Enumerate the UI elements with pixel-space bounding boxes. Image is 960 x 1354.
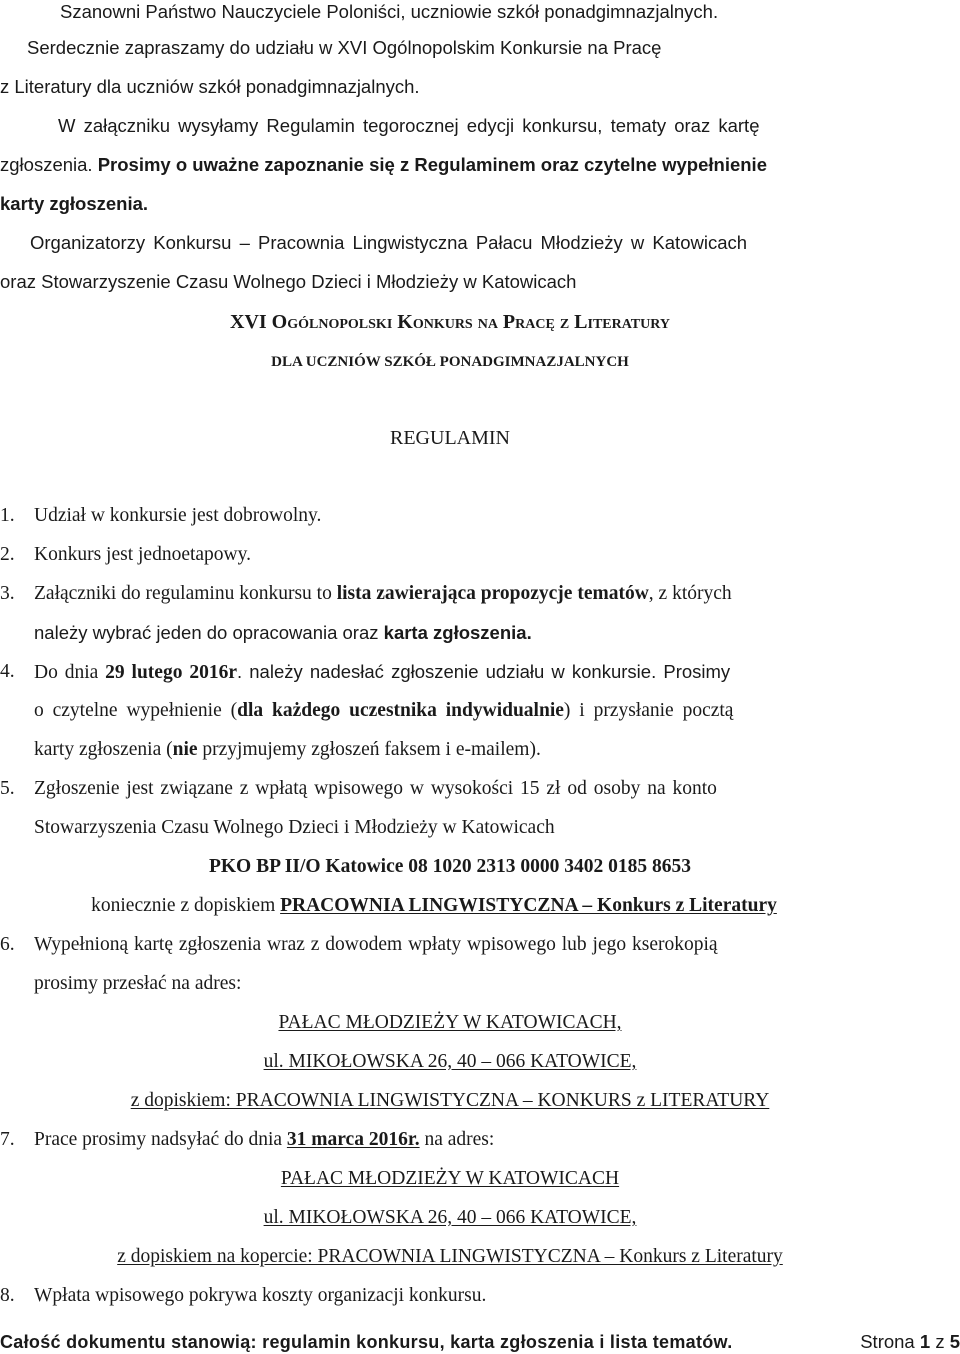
intro-line-1: Szanowni Państwo Nauczyciele Poloniści, uczniowie szkół ponadgimnazjalnych. bbox=[60, 1, 719, 22]
organizers-line-b: oraz Stowarzyszenie Czasu Wolnego Dzieci i Młodzieży w Katowicach bbox=[0, 271, 577, 292]
intro-line-3b bbox=[0, 153, 767, 177]
item4-text-b1: o czytelne wypełnienie ( bbox=[34, 700, 238, 721]
address-7-line-3-text: z dopiskiem na kopercie: PRACOWNIA LINGWISTYCZNA – Konkurs z Literatury bbox=[117, 1246, 783, 1267]
item4-text-c3: przyjmujemy zgłoszeń faksem i e-mailem). bbox=[197, 739, 541, 760]
list-item-5-cont: Stowarzyszenia Czasu Wolnego Dzieci i Młodzieży w Katowicach bbox=[34, 817, 555, 838]
item7-text-a3: na adres: bbox=[419, 1129, 495, 1150]
list-item-text: Konkurs jest jednoetapowy. bbox=[34, 544, 251, 565]
page-total: 5 bbox=[949, 1331, 960, 1352]
page-label: Strona bbox=[860, 1331, 915, 1352]
item3-bold-card: karta zgłoszenia. bbox=[383, 622, 532, 643]
list-item-3-cont bbox=[34, 621, 532, 645]
item7-deadline: 31 marca 2016r. bbox=[286, 1129, 420, 1150]
transfer-note-title: PRACOWNIA LINGWISTYCZNA – Konkurs z Literatury bbox=[280, 895, 777, 916]
intro-line-3c bbox=[0, 192, 148, 216]
bank-account: PKO BP II/O Katowice 08 1020 2313 0000 3402 0185 8653 bbox=[208, 856, 692, 877]
contest-subtitle: DLA UCZNIÓW SZKÓŁ PONADGIMNAZJALNYCH bbox=[271, 354, 629, 370]
list-item-number: 8. bbox=[0, 1285, 15, 1306]
address-7-line-3 bbox=[0, 1245, 930, 1269]
address-6-line-1-text: PAŁAC MŁODZIEŻY W KATOWICACH, bbox=[278, 1012, 622, 1033]
item4-bold-nie: nie bbox=[172, 739, 198, 760]
list-item-number: 6. bbox=[0, 934, 15, 955]
item4-bold-individual: dla każdego uczestnika indywidualnie bbox=[237, 700, 564, 721]
item3-bold-topics: lista zawierająca propozycje tematów bbox=[336, 583, 649, 604]
contest-title bbox=[0, 310, 930, 334]
address-6-line-2 bbox=[0, 1050, 930, 1074]
page-sep: z bbox=[935, 1331, 945, 1352]
item3-text-a1: Załączniki do regulaminu konkursu to bbox=[34, 583, 337, 604]
item4-bold-date: 29 lutego 2016r bbox=[105, 662, 237, 683]
regulamin-heading: REGULAMIN bbox=[390, 427, 510, 449]
address-6-line-1 bbox=[0, 1011, 930, 1035]
intro-line-2b: z Literatury dla uczniów szkół ponadgimnazjalnych. bbox=[0, 76, 420, 97]
list-item-4-cont-2 bbox=[34, 738, 541, 762]
item4-text-b3: ) i przysłanie pocztą bbox=[563, 700, 734, 721]
list-item-text bbox=[34, 1128, 494, 1152]
list-item-number: 2. bbox=[0, 544, 15, 565]
transfer-note-prefix: koniecznie z dopiskiem bbox=[91, 895, 281, 916]
list-item-text: Zgłoszenie jest związane z wpłatą wpisowego w wysokości 15 zł od osoby na konto bbox=[34, 778, 717, 799]
page-current: 1 bbox=[919, 1331, 931, 1352]
list-item-number: 3. bbox=[0, 583, 15, 604]
address-6-line-3 bbox=[0, 1089, 930, 1113]
address-7-line-1 bbox=[0, 1167, 930, 1191]
list-item-number: 1. bbox=[0, 505, 15, 526]
list-item-number: 4. bbox=[0, 661, 15, 682]
address-7-line-1-text: PAŁAC MŁODZIEŻY W KATOWICACH bbox=[280, 1168, 620, 1189]
list-item-text: Wpłata wpisowego pokrywa koszty organizacji konkursu. bbox=[34, 1285, 487, 1306]
list-item-number: 5. bbox=[0, 778, 15, 799]
item4-text-a3: . należy nadesłać zgłoszenie udziału w konkursie. Prosimy bbox=[236, 661, 731, 682]
address-6-line-3-text: z dopiskiem: PRACOWNIA LINGWISTYCZNA – KONKURS z LITERATURY bbox=[130, 1090, 770, 1111]
list-item-text bbox=[34, 582, 732, 606]
item4-text-c1: karty zgłoszenia ( bbox=[34, 739, 173, 760]
page-number bbox=[860, 1330, 960, 1354]
organizers-line-a: Organizatorzy Konkursu – Pracownia Lingwistyczna Pałacu Młodzieży w Katowicach bbox=[30, 232, 748, 253]
list-item-text bbox=[34, 660, 730, 685]
list-item-4-cont-1 bbox=[34, 699, 733, 723]
item3-text-b1: należy wybrać jeden do opracowania oraz bbox=[34, 622, 384, 643]
footer-note: Całość dokumentu stanowią: regulamin konkursu, karta zgłoszenia i lista tematów. bbox=[0, 1332, 733, 1352]
intro-line-3b-bold: Prosimy o uważne zapoznanie się z Regulaminem oraz czytelne wypełnienie bbox=[97, 154, 767, 175]
address-7-line-2-text: ul. MIKOŁOWSKA 26, 40 – 066 KATOWICE, bbox=[263, 1207, 637, 1228]
address-7-line-2 bbox=[0, 1206, 930, 1230]
contest-title-text: XVI Ogólnopolski Konkurs na Pracę z Literatury bbox=[230, 311, 670, 333]
intro-line-3c-bold: karty zgłoszenia. bbox=[0, 193, 149, 214]
intro-line-2a-text: Serdecznie zapraszamy do udziału w XVI Ogólnopolskim Konkursie na Pracę bbox=[27, 37, 662, 58]
intro-line-2a bbox=[27, 36, 853, 60]
list-item-text: Udział w konkursie jest dobrowolny. bbox=[34, 505, 322, 526]
intro-line-3a: W załączniku wysyłamy Regulamin tegorocznej edycji konkursu, tematy oraz kartę bbox=[58, 115, 760, 136]
list-item-number: 7. bbox=[0, 1129, 15, 1150]
list-item-text: Wypełnioną kartę zgłoszenia wraz z dowodem wpłaty wpisowego lub jego kserokopią bbox=[34, 934, 718, 955]
item7-text-a1: Prace prosimy nadsyłać do dnia bbox=[34, 1129, 287, 1150]
item4-text-a1: Do dnia bbox=[34, 662, 106, 683]
list-item-6-cont: prosimy przesłać na adres: bbox=[34, 973, 242, 994]
address-6-line-2-text: ul. MIKOŁOWSKA 26, 40 – 066 KATOWICE, bbox=[263, 1051, 637, 1072]
item3-text-a3: , z których bbox=[648, 583, 732, 604]
intro-line-3b-text: zgłoszenia. bbox=[0, 154, 98, 175]
transfer-note bbox=[0, 894, 914, 918]
